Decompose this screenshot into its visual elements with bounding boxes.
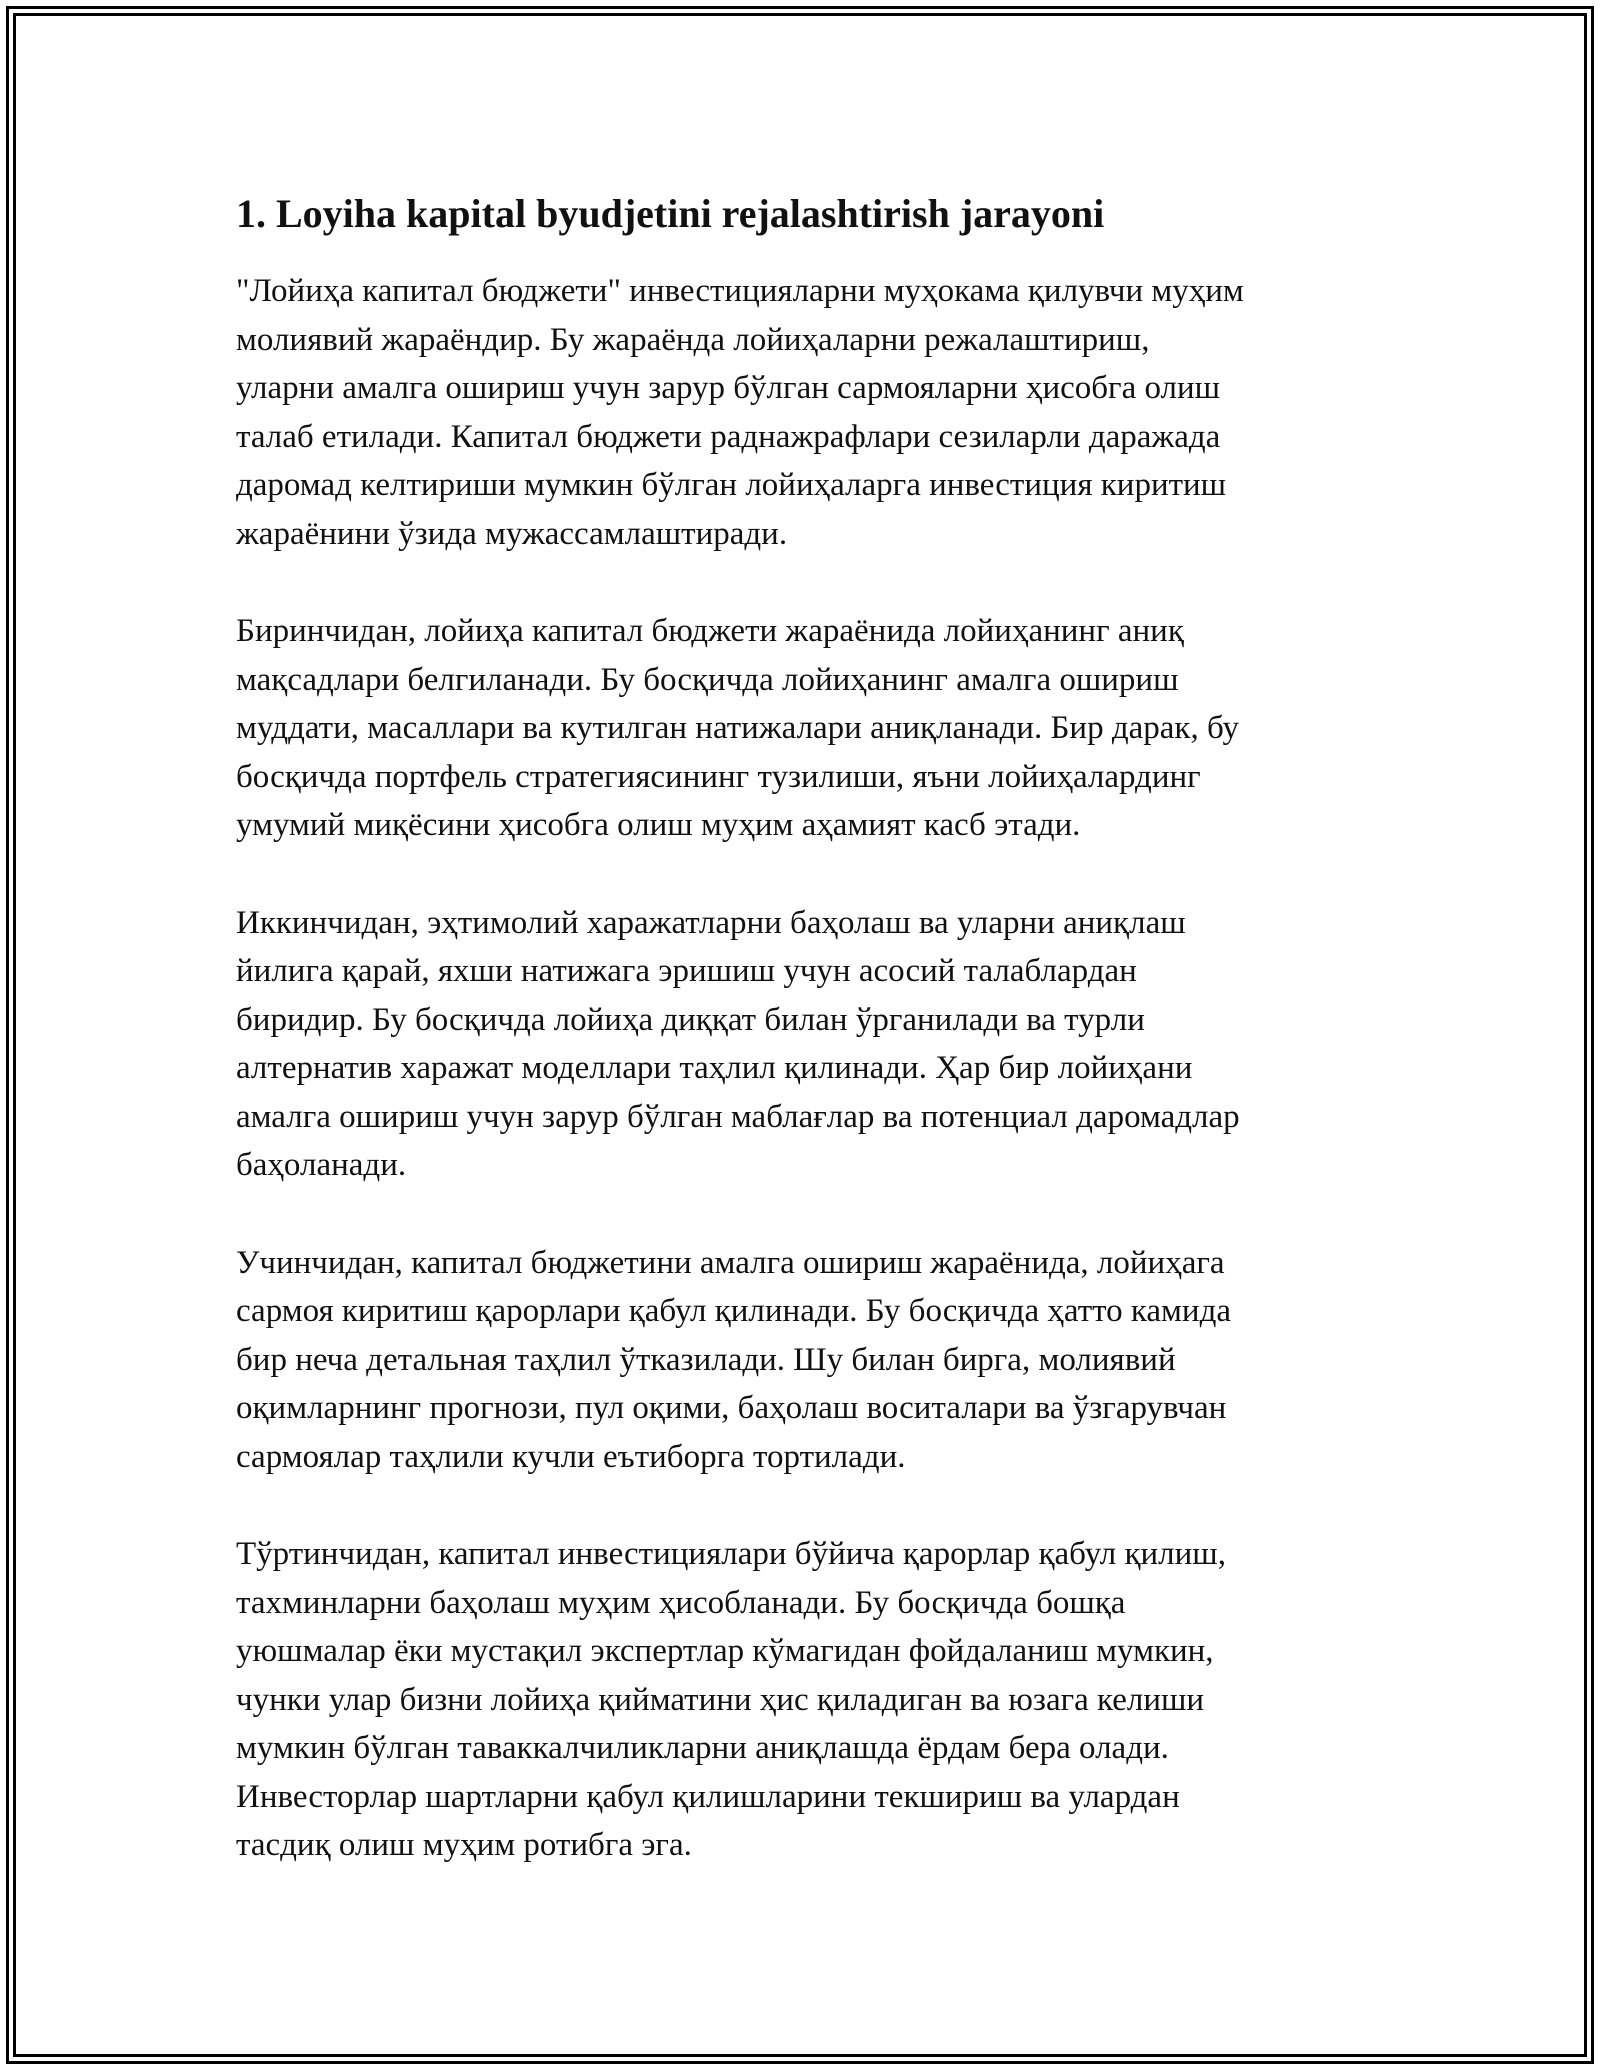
section-heading: 1. Loyiha kapital byudjetini rejalashtirish jarayoni — [236, 191, 1105, 236]
text-line: сармоялар таҳлили кучли еътиборга тортилади. — [236, 1438, 906, 1475]
paragraph-intro — [236, 267, 1376, 558]
text-line: уларни амалга ошириш учун зарур бўлган сармояларни ҳисобга олиш — [236, 370, 1221, 406]
paragraph-first-step — [236, 607, 1376, 850]
text-line: йилига қарай, яхши натижага эришиш учун асосий талаблардан — [236, 953, 1137, 989]
text-line: алтернатив харажат моделлари таҳлил қилинади. Ҳар бир лойиҳани — [236, 1050, 1193, 1086]
text-line: жараёнини ўзида мужассамлаштиради. — [236, 515, 788, 552]
text-line: Иккинчидан, эҳтимолий харажатларни баҳолаш ва уларни аниқлаш — [236, 904, 1186, 941]
text-line: Инвесторлар шартларни қабул қилишларини текшириш ва улардан — [236, 1778, 1180, 1815]
text-line: босқичда портфель стратегиясининг тузилиши, яъни лойиҳалардинг — [236, 758, 1201, 795]
text-line: чунки улар бизни лойиҳа қийматини ҳис қиладиган ва юзага келиши — [236, 1681, 1205, 1718]
paragraph-fourth-step — [236, 1530, 1376, 1870]
text-line: молиявий жараёндир. Бу жараёнда лойиҳаларни режалаштириш, — [236, 321, 1150, 358]
text-line: мақсадлари белгиланади. Бу босқичда лойиҳанинг амалга ошириш — [236, 661, 1179, 698]
text-line: Биринчидан, лойиҳа капитал бюджети жараёнида лойиҳанинг аниқ — [236, 613, 1184, 649]
text-line: Учинчидан, капитал бюджетини амалга ошириш жараёнида, лойиҳага — [236, 1244, 1225, 1281]
document-body — [236, 186, 1376, 1919]
text-line: биридир. Бу босқичда лойиҳа диққат билан ўрганилади ва турли — [236, 1001, 1145, 1038]
text-line: талаб етилади. Капитал бюджети раднажрафлари сезиларли даражада — [236, 418, 1221, 455]
text-line: бир неча детальная таҳлил ўтказилади. Шу билан бирга, молиявий — [236, 1341, 1176, 1378]
text-line: "Лойиҳа капитал бюджети" инвестицияларни муҳокама қилувчи муҳим — [236, 273, 1244, 309]
text-line: даромад келтириши мумкин бўлган лойиҳаларга инвестиция киритиш — [236, 467, 1227, 503]
text-line: сармоя киритиш қарорлари қабул қилинади. Бу босқичда ҳатто камида — [236, 1293, 1232, 1329]
text-line: уюшмалар ёки мустақил экспертлар кўмагидан фойдаланиш мумкин, — [236, 1633, 1214, 1669]
paragraph-second-step — [236, 899, 1376, 1190]
text-line: муддати, масаллари ва кутилган натижалари аниқланади. Бир дарак, бу — [236, 710, 1239, 746]
text-line: Тўртинчидан, капитал инвестициялари бўйича қарорлар қабул қилиш, — [236, 1536, 1226, 1572]
text-line: баҳоланади. — [236, 1147, 407, 1183]
text-line: мумкин бўлган таваккалчиликларни аниқлашда ёрдам бера олади. — [236, 1730, 1169, 1766]
text-line: тахминларни баҳолаш муҳим ҳисобланади. Бу босқичда бошқа — [236, 1584, 1126, 1621]
text-line: амалга ошириш учун зарур бўлган маблағлар ва потенциал даромадлар — [236, 1098, 1240, 1135]
text-line: оқимларнинг прогнози, пул оқими, баҳолаш воситалари ва ўзгарувчан — [236, 1390, 1227, 1426]
paragraph-third-step — [236, 1239, 1376, 1482]
text-line: тасдиқ олиш муҳим ротибга эга. — [236, 1827, 692, 1863]
text-line: умумий миқёсини ҳисобга олиш муҳим аҳамият касб этади. — [236, 807, 1081, 843]
